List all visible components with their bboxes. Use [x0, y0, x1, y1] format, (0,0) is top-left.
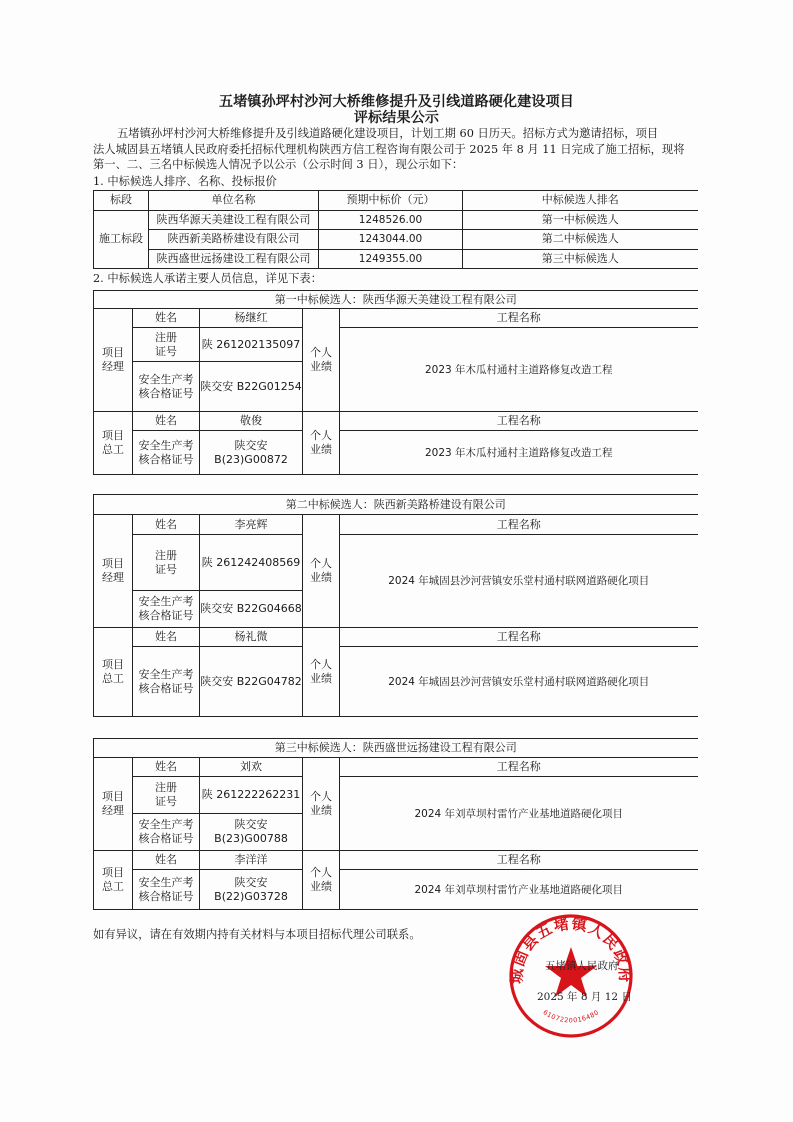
manager-safety-no: 陕交安 B(23)G00788: [200, 814, 303, 851]
manager-safety-no: 陕交安 B22G04668: [200, 591, 303, 628]
manager-project: 2023 年木瓜村通村主道路修复改造工程: [340, 328, 698, 412]
project-name-label: 工程名称: [340, 628, 698, 647]
header-segment: 标段: [94, 191, 149, 211]
intro-line-2: 法人城固县五堵镇人民政府委托招标代理机构陕西方信工程咨询有限公司于 2025 年 8 月 11 日完成了施工招标，现将: [93, 143, 685, 156]
header-rank: 中标候选人排名: [463, 191, 698, 211]
document-subtitle: 评标结果公示: [353, 110, 440, 126]
engineer-project: 2023 年木瓜村通村主道路修复改造工程: [340, 431, 698, 475]
project-name-label: 工程名称: [340, 412, 698, 431]
safety-cert-label: 安全生产考 核合格证号: [133, 647, 200, 717]
seal-ring-text: 城固县五堵镇人民政府: [508, 914, 634, 985]
candidate-header: 第二中标候选人：陕西新美路桥建设有限公司: [94, 495, 698, 515]
price-cell: 1249355.00: [319, 249, 463, 269]
safety-cert-label: 安全生产考 核合格证号: [133, 591, 200, 628]
manager-reg-row: [94, 535, 698, 591]
name-label: 姓名: [133, 412, 200, 431]
engineer-project: 2024 年刘草坝村雷竹产业基地道路硬化项目: [340, 870, 698, 910]
engineer-name: 敬俊: [200, 412, 303, 431]
manager-name: 刘欢: [200, 758, 303, 777]
segment-cell: 施工标段: [94, 210, 149, 269]
manager-reg-row: [94, 328, 698, 362]
rank-cell: 第一中标候选人: [463, 210, 698, 230]
project-name-label: 工程名称: [340, 851, 698, 870]
candidate-header-row: [94, 495, 698, 515]
safety-cert-label: 安全生产考 核合格证号: [133, 431, 200, 475]
candidate-table: [93, 738, 698, 910]
document-title: 五堵镇孙坪村沙河大桥维修提升及引线道路硬化建设项目: [219, 94, 574, 110]
safety-cert-label: 安全生产考 核合格证号: [133, 814, 200, 851]
role-manager-label: 项目 经理: [94, 309, 133, 412]
safety-cert-label: 安全生产考 核合格证号: [133, 362, 200, 412]
price-cell: 1248526.00: [319, 210, 463, 230]
section-2-heading: 2. 中标候选人承诺主要人员信息，详见下表：: [93, 272, 323, 285]
role-manager-label: 项目 经理: [94, 758, 133, 851]
candidate-table: [93, 494, 698, 717]
company-cell: 陕西新美路桥建设有限公司: [149, 230, 319, 250]
project-name-label: 工程名称: [340, 515, 698, 535]
intro-line-1: 五堵镇孙坪村沙河大桥维修提升及引线道路硬化建设项目，计划工期 60 日历天。招标方式为邀请招标，项目: [117, 127, 659, 140]
role-engineer-label: 项目 总工: [94, 412, 133, 475]
role-manager-label: 项目 经理: [94, 515, 133, 628]
name-label: 姓名: [133, 515, 200, 535]
performance-label: 个人 业绩: [303, 758, 340, 851]
intro-line-3: 第一、二、三名中标候选人情况予以公示（公示时间 3 日），现公示如下：: [93, 158, 464, 171]
name-label: 姓名: [133, 309, 200, 328]
manager-name-row: [94, 309, 698, 328]
manager-name-row: [94, 758, 698, 777]
reg-cert-label: 注册 证号: [133, 328, 200, 362]
performance-label: 个人 业绩: [303, 515, 340, 628]
seal-code: 6107220016480: [541, 1008, 601, 1025]
candidate-header-row: [94, 739, 698, 758]
manager-reg-no: 陕 261222262231: [200, 777, 303, 814]
role-engineer-label: 项目 总工: [94, 851, 133, 910]
safety-cert-label: 安全生产考 核合格证号: [133, 870, 200, 910]
engineer-safety-no: 陕交安 B22G04782: [200, 647, 303, 717]
performance-label: 个人 业绩: [303, 412, 340, 475]
company-cell: 陕西华源天美建设工程有限公司: [149, 210, 319, 230]
company-cell: 陕西盛世远扬建设工程有限公司: [149, 249, 319, 269]
engineer-name: 杨礼微: [200, 628, 303, 647]
header-price: 预期中标价（元）: [319, 191, 463, 211]
performance-label: 个人 业绩: [303, 851, 340, 910]
role-engineer-label: 项目 总工: [94, 628, 133, 717]
objection-note: 如有异议，请在有效期内持有关材料与本项目招标代理公司联系。: [93, 928, 421, 941]
candidate-header: 第三中标候选人：陕西盛世远扬建设工程有限公司: [94, 739, 698, 758]
engineer-safety-row: [94, 870, 698, 910]
issue-date: 2025 年 8 月 12 日: [537, 991, 632, 1003]
section-1-heading: 1. 中标候选人排序、名称、投标报价: [93, 175, 277, 188]
reg-cert-label: 注册 证号: [133, 535, 200, 591]
candidate-header: 第一中标候选人：陕西华源天美建设工程有限公司: [94, 291, 698, 309]
ranking-header-row: [94, 191, 698, 211]
performance-label: 个人 业绩: [303, 309, 340, 412]
manager-project: 2024 年刘草坝村雷竹产业基地道路硬化项目: [340, 777, 698, 851]
performance-label: 个人 业绩: [303, 628, 340, 717]
engineer-name-row: [94, 412, 698, 431]
engineer-name-row: [94, 851, 698, 870]
manager-safety-no: 陕交安 B22G01254: [200, 362, 303, 412]
manager-project: 2024 年城固县沙河营镇安乐堂村通村联网道路硬化项目: [340, 535, 698, 628]
ranking-row: [94, 249, 698, 269]
candidate-header-row: [94, 291, 698, 309]
manager-reg-no: 陕 261242408569: [200, 535, 303, 591]
issuer-name: 五堵镇人民政府: [545, 960, 619, 972]
manager-name-row: [94, 515, 698, 535]
reg-cert-label: 注册 证号: [133, 777, 200, 814]
manager-name: 杨继红: [200, 309, 303, 328]
engineer-safety-no: 陕交安 B(23)G00872: [200, 431, 303, 475]
engineer-project: 2024 年城固县沙河营镇安乐堂村通村联网道路硬化项目: [340, 647, 698, 717]
official-seal: [508, 913, 634, 1039]
ranking-table: [93, 190, 698, 269]
manager-name: 李亮辉: [200, 515, 303, 535]
ranking-row: [94, 210, 698, 230]
ranking-row: [94, 230, 698, 250]
project-name-label: 工程名称: [340, 309, 698, 328]
manager-reg-no: 陕 261202135097: [200, 328, 303, 362]
price-cell: 1243044.00: [319, 230, 463, 250]
name-label: 姓名: [133, 628, 200, 647]
rank-cell: 第三中标候选人: [463, 249, 698, 269]
engineer-safety-row: [94, 647, 698, 717]
header-company: 单位名称: [149, 191, 319, 211]
engineer-safety-no: 陕交安 B(22)G03728: [200, 870, 303, 910]
name-label: 姓名: [133, 851, 200, 870]
engineer-name-row: [94, 628, 698, 647]
engineer-safety-row: [94, 431, 698, 475]
candidate-table: [93, 290, 698, 475]
engineer-name: 李洋洋: [200, 851, 303, 870]
rank-cell: 第二中标候选人: [463, 230, 698, 250]
name-label: 姓名: [133, 758, 200, 777]
project-name-label: 工程名称: [340, 758, 698, 777]
manager-reg-row: [94, 777, 698, 814]
